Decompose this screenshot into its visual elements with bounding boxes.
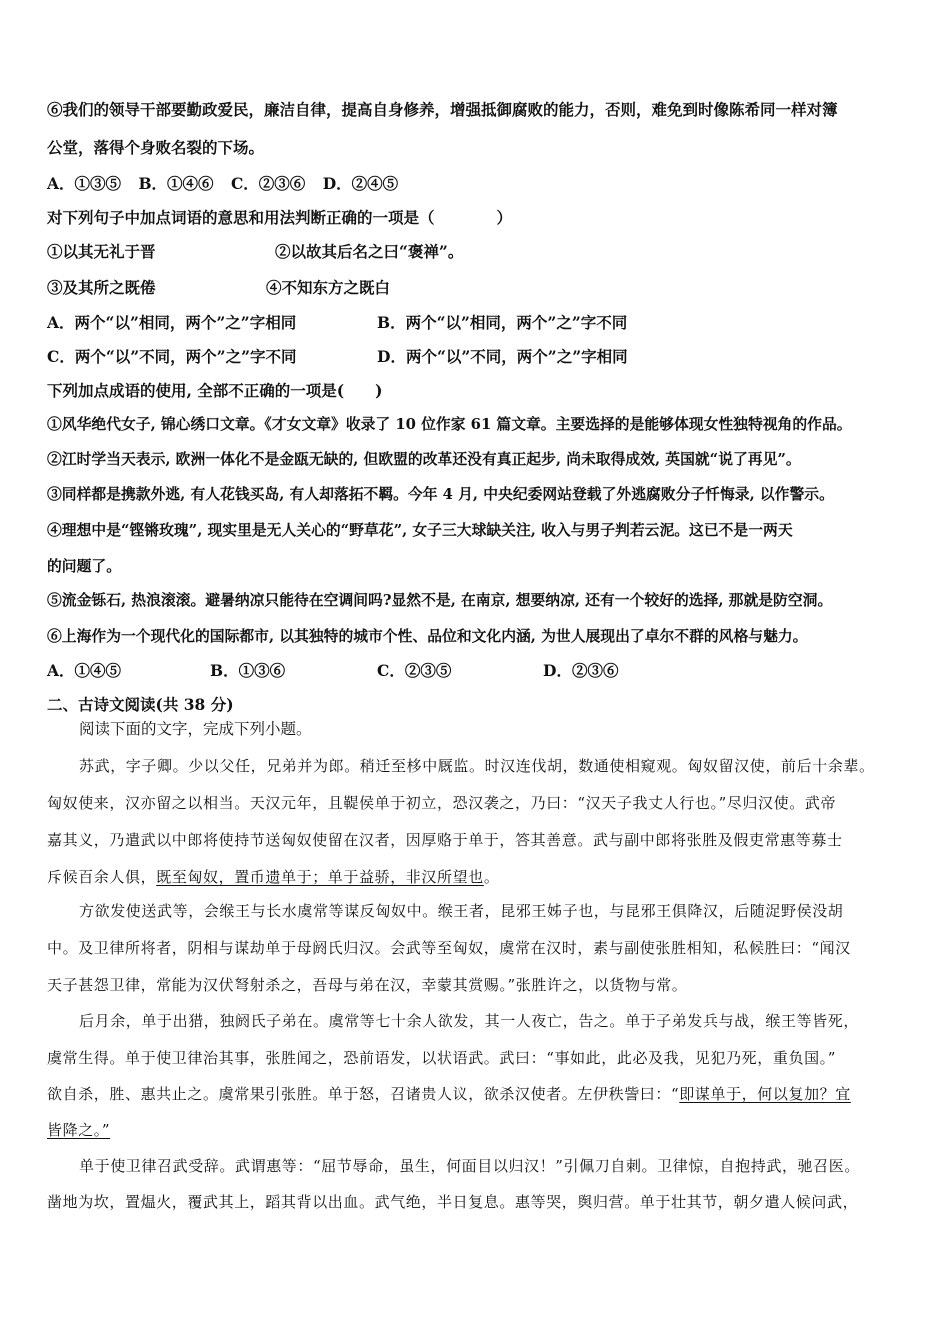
passage-p1-line3: 嘉其义，乃遣武以中郎将使持节送匈奴使留在汉者，因厚赂于单于，答其善意。武与副中郎将张胜及假吏常惠等募士: [47, 831, 843, 849]
passage-p3-line1: 后月余，单于出猎，独阏氏子弟在。虞常等七十余人欲发，其一人夜亡，告之。单于子弟发兵与战，缑王等皆死，: [79, 1012, 860, 1030]
qa-item6-line2: 公堂，落得个身败名裂的下场。: [47, 138, 265, 157]
qc-item-6: ⑥上海作为一个现代化的国际都市, 以其独特的城市个性、品位和文化内涵, 为世人展现出了卓尔不群的风格与魅力。: [47, 628, 808, 645]
qa-option-a[interactable]: A．①③⑤: [47, 174, 122, 193]
qc-option-a[interactable]: A．①④⑤: [47, 661, 122, 680]
qa-option-d[interactable]: D．②④⑤: [322, 174, 399, 193]
qb-option-d[interactable]: D．两个“以”不同，两个”之”字相同: [377, 347, 628, 366]
qb-option-b[interactable]: B．两个“以”相同，两个”之”字不同: [377, 313, 628, 332]
underlined-sentence-1: 既至匈奴，置币遗单于；单于益骄，非汉所望也: [156, 868, 484, 886]
passage-p2-line2: 中。及卫律所将者，阴相与谋劫单于母阏氏归汉。会武等至匈奴，虞常在汉时，素与副使张胜相知，私候胜曰：“闻汉: [47, 939, 851, 957]
qb-sentence-2: ②以故其后名之曰“褒禅”。: [275, 242, 464, 261]
passage-p1-line4-text: 斥候百余人俱，: [47, 868, 157, 886]
passage-p3-line3: [47, 1084, 851, 1104]
qb-option-a[interactable]: A．两个“以”相同，两个”之”字相同: [47, 313, 297, 332]
passage-p2-line3: 天子甚怨卫律，常能为汉伏弩射杀之，吾母与弟在汉，幸蒙其赏赐。”张胜许之，以货物与常。: [47, 976, 688, 994]
qb-sentence-4: ④不知东方之既白: [266, 278, 391, 297]
section-heading: 二、古诗文阅读(共 38 分): [47, 695, 234, 714]
qc-item-3: ③同样都是携款外逃, 有人花钱买岛, 有人却落拓不羁。今年 4 月, 中央纪委网站登载了外逃腐败分子忏悔录, 以作警示。: [47, 486, 834, 503]
qc-stem: 下列加点成语的使用, 全部不正确的一项是( ): [47, 381, 383, 400]
qc-item-2: ②江时学当天表示, 欧洲一体化不是金瓯无缺的, 但欧盟的改革还没有真正起步, 尚未取得成效, 英国就“说了再见”。: [47, 451, 801, 468]
passage-p1-line1: 苏武，字子卿。少以父任，兄弟并为郎。稍迁至栘中厩监。时汉连伐胡，数通使相窥观。匈奴留汉使，前后十余辈。: [79, 757, 875, 775]
passage-p1-line2: 匈奴使来，汉亦留之以相当。天汉元年，且鞮侯单于初立，恐汉袭之，乃曰：“汉天子我丈人行也。”尽归汉使。武帝: [47, 794, 837, 812]
qc-option-c[interactable]: C．②③⑤: [377, 661, 452, 680]
passage-p4-line1: 单于使卫律召武受辞。武谓惠等：“屈节辱命，虽生，何面目以归汉！”引佩刀自刺。卫律惊，自抱持武，驰召医。: [79, 1157, 860, 1175]
qc-option-d[interactable]: D．②③⑥: [543, 661, 619, 680]
qc-item-4-line2: 的问题了。: [47, 558, 121, 575]
qc-item-4-line1: ④理想中是“铿锵玫瑰”, 现实里是无人关心的“野草花”, 女子三大球缺关注, 收入与男子判若云泥。这已不是一两天: [47, 522, 793, 539]
qa-item6-line1: ⑥我们的领导干部要勤政爱民，廉洁自律，提高自身修养，增强抵御腐败的能力，否则，难免到时像陈希同一样对簿: [47, 100, 838, 119]
underlined-sentence-2: 即谋单于，何以复加？宜: [679, 1085, 851, 1103]
passage-p3-line2: 虞常生得。单于使卫律治其事，张胜闻之，恐前语发，以状语武。武曰：“事如此，此必及我，见犯乃死，重负国。”: [47, 1049, 837, 1067]
qa-option-b[interactable]: B．①④⑥: [138, 174, 214, 193]
qb-option-c[interactable]: C．两个“以”不同，两个”之”字不同: [47, 347, 297, 366]
underlined-sentence-2-end: 皆降之。”: [47, 1121, 111, 1139]
passage-p1-line4: [47, 867, 499, 887]
qc-item-1: ①风华绝代女子, 锦心绣口文章。《才女文章》收录了 10 位作家 61 篇文章。主要选择的是能够体现女性独特视角的作品。: [47, 416, 852, 433]
qa-option-c[interactable]: C．②③⑥: [230, 174, 306, 193]
passage-p3-line4: [47, 1120, 110, 1140]
qc-item-5: ⑤流金铄石, 热浪滚滚。避暑纳凉只能待在空调间吗?显然不是, 在南京, 想要纳凉, 还有一个较好的选择, 那就是防空洞。: [47, 592, 833, 609]
section-instruction: 阅读下面的文字，完成下列小题。: [79, 720, 312, 738]
passage-p3-line3-text: 欲自杀，胜、惠共止之。虞常果引张胜。单于怒，召诸贵人议，欲杀汉使者。左伊秩訾曰：“: [47, 1085, 680, 1103]
qa-options: [47, 174, 398, 194]
qb-stem: 对下列句子中加点词语的意思和用法判断正确的一项是（ ）: [47, 208, 513, 227]
qb-sentence-3: ③及其所之既倦: [47, 278, 156, 297]
qc-option-b[interactable]: B．①③⑥: [210, 661, 286, 680]
passage-p1-line4-end: 。: [483, 868, 500, 886]
passage-p2-line1: 方欲发使送武等，会缑王与长水虞常等谋反匈奴中。缑王者，昆邪王姊子也，与昆邪王俱降汉，后随浞野侯没胡: [79, 902, 844, 920]
passage-p4-line2: 凿地为坎，置煴火，覆武其上，蹈其背以出血。武气绝，半日复息。惠等哭，舆归营。单于壮其节，朝夕遣人候问武，: [47, 1193, 859, 1211]
qb-sentence-1: ①以其无礼于晋: [47, 242, 156, 261]
